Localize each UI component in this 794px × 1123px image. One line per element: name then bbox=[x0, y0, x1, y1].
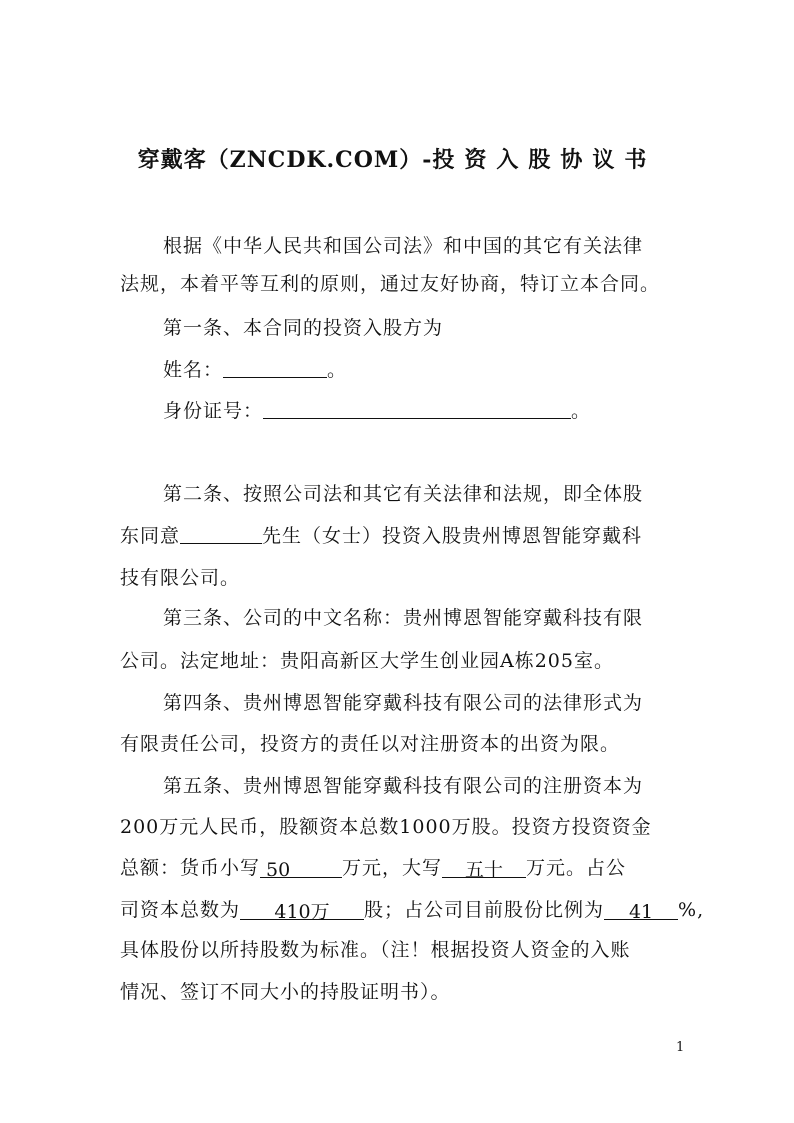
amount-words-label: 万元，大写 bbox=[342, 857, 443, 879]
article-2-line-2 bbox=[120, 523, 642, 549]
amount-label: 总额：货币小写 bbox=[120, 857, 261, 879]
article-3-line-1: 第三条、公司的中文名称：贵州博恩智能穿戴科技有限 bbox=[163, 607, 644, 629]
article-2-text-b: 先生（女士）投资入股贵州博恩智能穿戴科 bbox=[262, 525, 643, 547]
page-number: 1 bbox=[676, 1040, 685, 1055]
investor-name-blank-field[interactable] bbox=[180, 523, 262, 544]
article-5-line-4 bbox=[120, 897, 704, 923]
name-line bbox=[163, 357, 347, 383]
title-prefix: 穿戴客（ZNCDK.COM）- bbox=[137, 147, 433, 173]
article-5-line-6: 情况、签订不同大小的持股证明书）。 bbox=[120, 981, 451, 1003]
article-2-line-3: 技有限公司。 bbox=[120, 567, 241, 589]
shares-field[interactable]: 410万 bbox=[240, 899, 364, 920]
amount-words-field[interactable]: 五十 bbox=[442, 857, 526, 878]
shares-label: 司资本总数为 bbox=[120, 899, 241, 921]
article-3-line-2: 公司。法定地址：贵阳高新区大学生创业园A栋205室。 bbox=[120, 650, 614, 672]
article-5-line-1: 第五条、贵州博恩智能穿戴科技有限公司的注册资本为 bbox=[163, 775, 644, 797]
id-number-blank-field[interactable] bbox=[263, 398, 571, 419]
amount-tail: 万元。占公 bbox=[526, 857, 627, 879]
article-5-line-3 bbox=[120, 855, 626, 881]
id-number-end: 。 bbox=[571, 400, 592, 422]
percent-label: 股；占公司目前股份比例为 bbox=[364, 899, 605, 921]
preamble-line-1: 根据《中华人民共和国公司法》和中国的其它有关法律 bbox=[163, 235, 644, 257]
name-blank-field[interactable] bbox=[223, 357, 327, 378]
article-5-line-2: 200万元人民币，股额资本总数1000万股。投资方投资资金 bbox=[120, 816, 652, 838]
percent-field[interactable]: 41 bbox=[604, 899, 678, 920]
id-number-label: 身份证号： bbox=[163, 400, 264, 422]
article-4-line-1: 第四条、贵州博恩智能穿戴科技有限公司的法律形式为 bbox=[163, 692, 644, 714]
article-5-line-5: 具体股份以所持股数为标准。（注！根据投资人资金的入账 bbox=[120, 939, 631, 961]
article-2-text-a: 东同意 bbox=[120, 525, 181, 547]
percent-unit: %, bbox=[678, 899, 705, 921]
preamble-line-2: 法规，本着平等互利的原则，通过友好协商，特订立本合同。 bbox=[120, 273, 661, 295]
amount-numeric-field[interactable]: 50 bbox=[260, 857, 342, 878]
title-main: 投资入股协议书 bbox=[432, 147, 657, 173]
article-4-line-2: 有限责任公司，投资方的责任以对注册资本的出资为限。 bbox=[120, 733, 621, 755]
name-end: 。 bbox=[327, 359, 348, 381]
article-2-line-1: 第二条、按照公司法和其它有关法律和法规，即全体股 bbox=[163, 483, 644, 505]
document-title bbox=[0, 143, 794, 174]
id-number-line bbox=[163, 398, 591, 424]
article-1-heading: 第一条、本合同的投资入股方为 bbox=[163, 317, 444, 339]
name-label: 姓名： bbox=[163, 359, 224, 381]
